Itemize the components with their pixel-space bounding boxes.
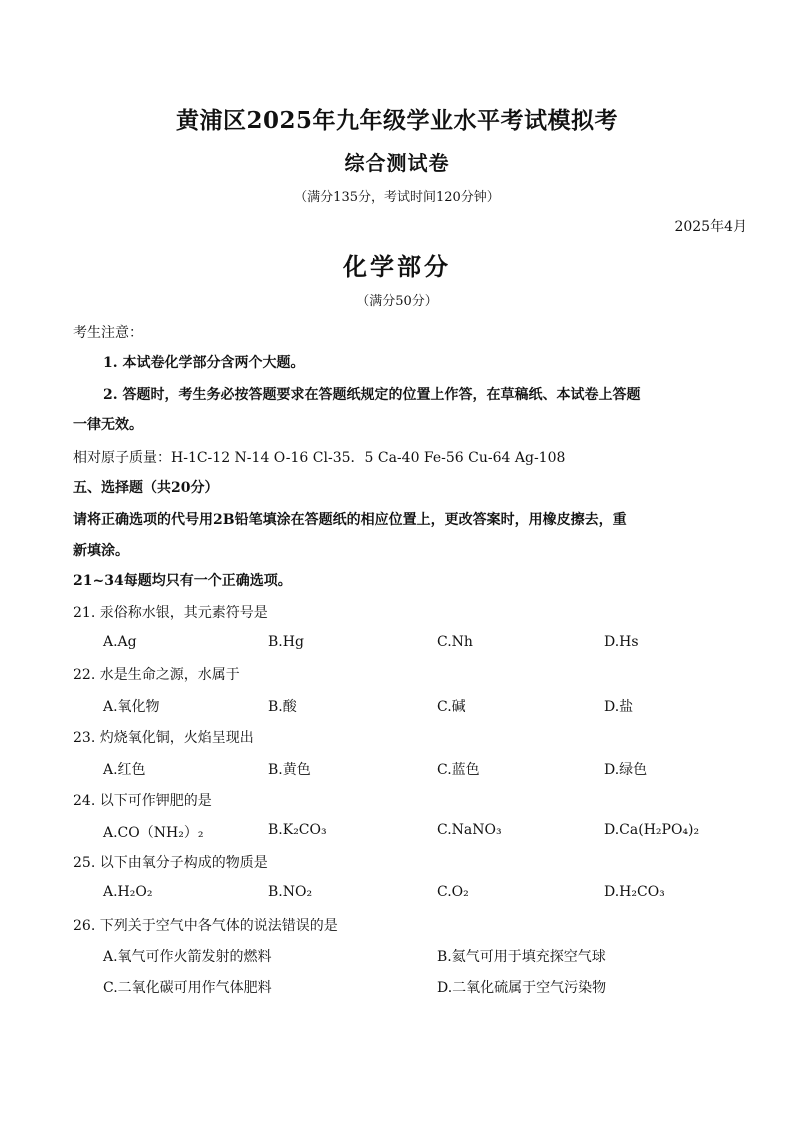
q23-option-c: C.蓝色: [437, 762, 480, 778]
q23-option-b: B.黄色: [268, 762, 311, 778]
notice-heading: 考生注意：: [73, 325, 143, 341]
question-21: 21. 汞俗称水银，其元素符号是: [73, 605, 268, 621]
q24-option-d: D.Ca(H₂PO₄)₂: [604, 822, 700, 838]
q21-option-d: D.Hs: [604, 634, 639, 650]
q24-option-c: C.NaNO₃: [437, 822, 502, 838]
q25-option-c: C.O₂: [437, 884, 469, 900]
question-22: 22. 水是生命之源，水属于: [73, 667, 240, 683]
question-25: 25. 以下由氧分子构成的物质是: [73, 855, 268, 871]
exam-date: 2025年4月: [674, 219, 747, 235]
q21-option-a: A.Ag: [103, 634, 137, 650]
q23-option-a: A.红色: [103, 762, 146, 778]
q21-option-c: C.Nh: [437, 634, 473, 650]
q26-option-a: A.氧气可作火箭发射的燃料: [103, 949, 272, 965]
q26-option-c: C.二氧化碳可用作气体肥料: [103, 980, 272, 996]
q22-option-a: A.氧化物: [103, 699, 160, 715]
q25-option-d: D.H₂CO₃: [604, 884, 665, 900]
part5-instruction: 请将正确选项的代号用2B铅笔填涂在答题纸的相应位置上，更改答案时，用橡皮擦去，重: [73, 512, 627, 528]
q24-option-a: A.CO（NH₂）₂: [103, 825, 204, 841]
q22-option-b: B.酸: [268, 699, 297, 715]
section-full-marks: （满分50分）: [356, 294, 438, 309]
part5-instruction-cont: 新填涂。: [73, 543, 129, 559]
exam-full-marks: （满分135分，考试时间120分钟）: [294, 190, 500, 205]
question-24: 24. 以下可作钾肥的是: [73, 793, 212, 809]
q26-option-d: D.二氧化硫属于空气污染物: [437, 980, 607, 996]
q23-option-d: D.绿色: [604, 762, 648, 778]
notice-item-2-cont: 一律无效。: [73, 417, 143, 433]
notice-item-2: 2. 答题时，考生务必按答题要求在答题纸规定的位置上作答，在草稿纸、本试卷上答题: [103, 387, 641, 403]
q21-option-b: B.Hg: [268, 634, 304, 650]
atomic-mass-line: 相对原子质量：H-1C-12 N-14 O-16 Cl-35．5 Ca-40 Fe-56 Cu-64 Ag-108: [73, 450, 566, 466]
part5-heading: 五、选择题（共20分）: [73, 480, 219, 496]
notice-item-1: 1. 本试卷化学部分含两个大题。: [103, 355, 305, 371]
section-title: 化学部分: [343, 252, 451, 281]
q26-option-b: B.氦气可用于填充探空气球: [437, 949, 606, 965]
part5-range-note: 21~34每题均只有一个正确选项。: [73, 573, 292, 589]
question-23: 23. 灼烧氧化铜，火焰呈现出: [73, 730, 254, 746]
question-26: 26. 下列关于空气中各气体的说法错误的是: [73, 918, 338, 934]
q25-option-a: A.H₂O₂: [103, 884, 153, 900]
exam-title: 黄浦区2025年九年级学业水平考试模拟考: [175, 107, 618, 134]
exam-subtitle: 综合测试卷: [344, 151, 450, 175]
q24-option-b: B.K₂CO₃: [268, 822, 327, 838]
q25-option-b: B.NO₂: [268, 884, 313, 900]
q22-option-c: C.碱: [437, 699, 466, 715]
q22-option-d: D.盐: [604, 699, 634, 715]
